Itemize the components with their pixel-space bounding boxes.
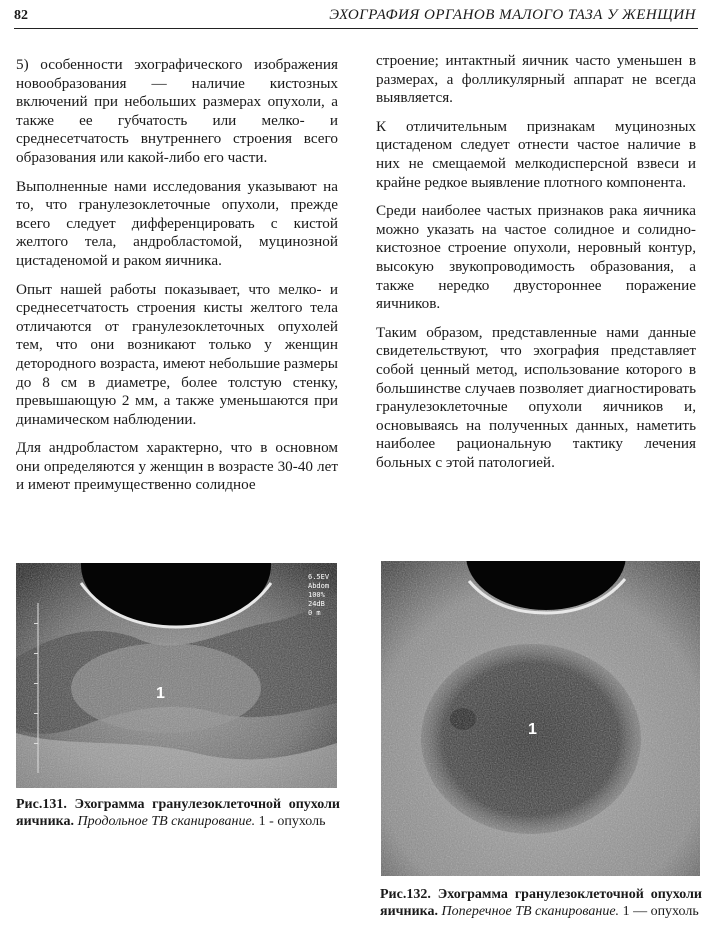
- right-column: [376, 52, 696, 482]
- tumor-label: 1: [156, 685, 165, 702]
- overlay-text: 6.5EV: [308, 573, 330, 581]
- caption-italic: Продольное ТВ сканирование.: [77, 814, 256, 829]
- paragraph: Опыт нашей работы показывает, что мелко- и среднесетчатость строения кисты желтого тела отличаются от гранулезоклеточных опухолей тем, что они возникают только у женщин детородного возраста, имеют небольшие размеры до 8 см в диаметре, более толстую стенку, превышающую 2 мм, а также уменьшаются при динамическом наблюдении.: [16, 280, 339, 428]
- left-column: [16, 56, 338, 505]
- ultrasound-image-131: [16, 563, 337, 788]
- overlay-text: Abdom: [308, 582, 330, 590]
- figure-caption-132: [380, 886, 702, 920]
- paragraph: Для андробластом характерно, что в основном они определяются у женщин в возрасте 30-40 лет и имеют преимущественно солидное: [16, 439, 338, 494]
- caption-title: Эхограмма гранулезоклеточной опухоли яичника.: [16, 797, 340, 829]
- paragraph: Таким образом, представленные нами данные свидетельствуют, что эхография представляет собой ценный метод, использование которого в большинстве случаев позволяет диагностировать гранулезоклеточные опухоли яичников и, основываясь на полученных данных, наметить наиболее рациональную тактику лечения больных с этой патологией.: [376, 323, 696, 471]
- figure-caption-131: [16, 796, 340, 830]
- caption-number: Рис.132.: [380, 887, 431, 902]
- caption-title: Эхограмма гранулезоклеточной опухоли яичника.: [380, 887, 703, 919]
- overlay-text: 24dB: [308, 600, 325, 608]
- overlay-text: 0 m: [308, 609, 321, 617]
- caption-legend: 1 - опухоль: [258, 814, 326, 829]
- ultrasound-image-132: [381, 561, 700, 876]
- caption-legend: 1 — опухоль: [622, 904, 699, 919]
- page-header: [14, 6, 698, 29]
- paragraph: К отличительным признакам муцинозных цистаденом следует отнести частое наличие в них не смещаемой мелкодисперсной взвеси и крайне редкое выявление плотного компонента.: [376, 117, 696, 191]
- caption-number: Рис.131.: [16, 797, 67, 812]
- paragraph: строение; интактный яичник часто уменьшен в размерах, а фолликулярный аппарат не всегда выявляется.: [376, 52, 696, 107]
- paragraph: Среди наиболее частых признаков рака яичника можно указать на частое солидное и солидно-кистозное строение опухоли, неровный контур, высокую звукопроводимость образования, а также нередко двустороннее поражение яичников.: [376, 202, 696, 313]
- paragraph: Выполненные нами исследования указывают на то, что гранулезоклеточные опухоли, прежде всего следует дифференцировать с кистой желтого тела, андробластомой, муцинозной цистаденомой и раком яичника.: [16, 177, 338, 269]
- page-number: 82: [14, 8, 28, 23]
- caption-italic: Поперечное ТВ сканирование.: [441, 904, 620, 919]
- overlay-text: 100%: [308, 591, 325, 599]
- tumor-label: 1: [528, 721, 537, 738]
- paragraph: 5) особенности эхографического изображения новообразования — наличие кистозных включений при небольших размерах опухоли, а также ее губчатость или мелко- и среднесетчатость внутреннего строения всего образования или какой-либо его части.: [16, 56, 338, 166]
- running-title: ЭХОГРАФИЯ ОРГАНОВ МАЛОГО ТАЗА У ЖЕНЩИН: [329, 7, 696, 23]
